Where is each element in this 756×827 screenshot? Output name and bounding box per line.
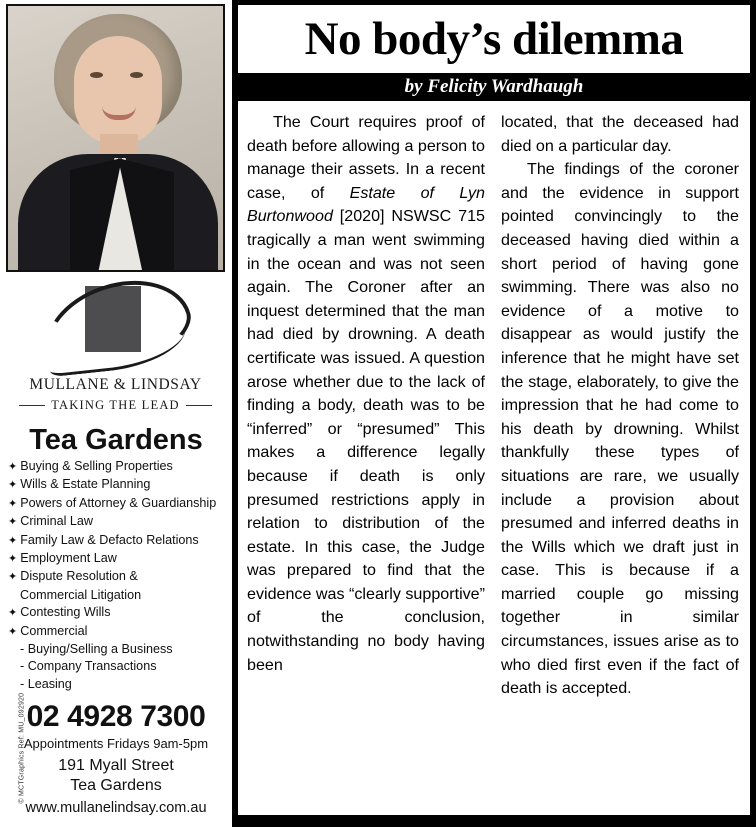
appointments-text: Appointments Fridays 9am-5pm [23,736,209,751]
list-item [8,476,226,494]
list-item [8,513,226,531]
list-item-label: - Company Transactions [20,659,157,674]
logo-arc-secondary-shape [44,301,190,377]
byline: by Felicity Wardhaugh [404,76,584,97]
paragraph: located, that the deceased had died on a particular day. [501,113,739,155]
list-item [8,658,226,675]
list-item-label: Buying & Selling Properties [20,459,173,473]
diamond-bullet-icon: ✦ [8,607,18,620]
list-item-label: Commercial [20,623,88,638]
services-list [8,458,226,693]
address-line-1: 191 Myall Street [58,757,174,774]
article-body [238,101,750,815]
firm-name: MULLANE & LINDSAY [29,376,202,393]
photo-face [74,36,162,144]
list-item [8,550,226,568]
firm-tagline: TAKING THE LEAD [51,398,180,412]
diamond-bullet-icon: ✦ [8,571,18,584]
advert-town-heading: Tea Gardens [29,424,203,456]
list-item-label: Wills & Estate Planning [20,477,151,492]
list-item-label: Contesting Wills [20,605,111,620]
diamond-bullet-icon: ✦ [8,553,18,566]
list-item-label: Family Law & Defacto Relations [20,532,199,547]
diamond-bullet-icon: ✦ [8,497,18,510]
list-item-label: - Buying/Selling a Business [20,642,173,657]
address-line-2: Tea Gardens [70,777,162,794]
photo-eye-left [90,72,103,78]
swoosh-mark-icon [41,282,191,374]
production-credit: © MCTGraphics Ref: MU_092920 [18,692,26,804]
tagline-rule-right [186,405,212,406]
diamond-bullet-icon: ✦ [8,625,18,638]
list-item [8,568,226,586]
list-item [8,623,226,641]
paragraph [247,111,485,677]
article-column-right [501,111,739,807]
list-item [8,604,226,622]
phone-number[interactable]: 02 4928 7300 [26,700,206,733]
list-item-label: Dispute Resolution & [20,569,138,584]
list-item-label: - Leasing [20,676,72,691]
paragraph-text-part2: [2020] NSWSC 715 tragically a man went swimming in the ocean and was not seen again. The Coroner after an inquest determined that the man had died by drowning. A death certificate was issued. A question arose whether due to the lack of finding a body, death was to be “inferred” or “presumed” This makes a difference legally because if death is only presumed restrictions apply in relation to distribution of the estate. In this case, the Judge was prepared to find that the evidence was “clearly supportive” of the conclusion, notwithstanding no body having been [247,207,485,674]
list-item [8,676,226,693]
photo-eye-right [130,72,143,78]
list-item-label: Commercial Litigation [20,587,142,602]
list-item-label: Powers of Attorney & Guardianship [20,495,217,510]
website-link[interactable]: www.mullanelindsay.com.au [25,800,207,816]
firm-logo [6,278,225,424]
list-item [8,458,226,476]
diamond-bullet-icon: ✦ [8,534,18,547]
article-panel [232,0,756,827]
paragraph-text-part1: The Court requires proof of death before allowing a person to manage their assets. In a recent case, of [247,113,485,202]
list-item-label: Employment Law [20,551,117,566]
list-item [8,587,226,604]
list-item [8,532,226,550]
diamond-bullet-icon: ✦ [8,479,18,492]
advertisement-column [0,0,232,827]
diamond-bullet-icon: ✦ [8,516,18,529]
headline-box [238,5,750,73]
page-title: No body’s dilemma [304,12,684,65]
paragraph: The findings of the coroner and the evidence in support pointed convincingly to the deceased having died within a short period of having gone swimming. There was also no evidence of a motive to disappear as would justify the inference that he might have set the stage, elaborately, to give the impression that he had come to his death by drowning. Whilst thankfully these types of situations are rare, we usually include a provision about presumed and inferred deaths in the Wills which we draft just in case. This is because if a married couple go missing together in similar circumstances, issues arise as to who died first even if the fact of death is accepted. [501,160,739,698]
tagline-rule-left [19,405,45,406]
list-item [8,641,226,658]
case-name-italic: Estate of Lyn Burtonwood [247,183,485,226]
article-column-left [247,111,485,807]
list-item-label: Criminal Law [20,514,94,529]
list-item [8,495,226,513]
lawyer-portrait-photo [6,4,225,272]
diamond-bullet-icon: ✦ [8,461,18,473]
firm-tagline-row [6,398,225,413]
